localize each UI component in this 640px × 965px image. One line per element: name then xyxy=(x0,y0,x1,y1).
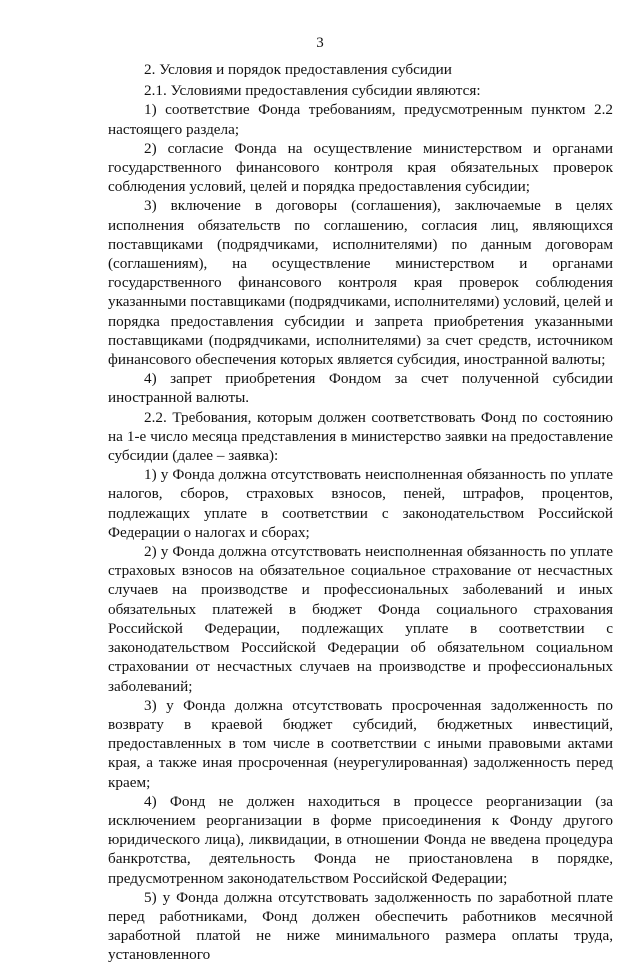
document-body xyxy=(108,60,613,965)
paragraph: 2.1. Условиями предоставления субсидии являются: xyxy=(144,82,481,100)
paragraph: 3) включение в договоры (соглашения), заключаемые в целях исполнения обязательств по соглашению, согласия лиц, являющихся поставщиками (подрядчиками, исполнителями) по данным договорам (соглашениям), на осуществление министерством и органами государственного финансового контроля края проверок соблюдения указанными поставщиками (подрядчиками, исполнителями) условий, целей и порядка предоставления субсидии и запрета приобретения указанными поставщиками (подрядчиками, исполнителями) за счет средств, источником финансового обеспечения которых является субсидия, иностранной валюты; xyxy=(108,197,613,369)
section-heading: 2. Условия и порядок предоставления субсидии xyxy=(144,61,452,78)
paragraph: 4) Фонд не должен находиться в процессе реорганизации (за исключением реорганизации в форме присоединения к Фонду другого юридического лица), ликвидации, в отношении Фонда не введена процедура банкротства, деятельность Фонда не приостановлена в порядке, предусмотренном законодательством Российской Федерации; xyxy=(108,792,613,887)
paragraph: 5) у Фонда должна отсутствовать задолженность по заработной плате перед работниками, Фонд должен обеспечить работников месячной заработной платой не ниже минимального размера оплаты труда, установленного xyxy=(108,888,613,964)
paragraph: 1) соответствие Фонда требованиям, предусмотренным пунктом 2.2 настоящего раздела; xyxy=(108,101,613,138)
paragraph: 4) запрет приобретения Фондом за счет полученной субсидии иностранной валюты. xyxy=(108,370,613,407)
paragraph: 3) у Фонда должна отсутствовать просроченная задолженность по возврату в краевой бюджет субсидий, бюджетных инвестиций, предоставленных в том числе в соответствии с иными правовыми актами края, а также иная просроченная (неурегулированная) задолженность перед краем; xyxy=(108,696,613,791)
page-number: 3 xyxy=(316,35,324,51)
paragraph: 2) согласие Фонда на осуществление министерством и органами государственного финансового контроля края обязательных проверок соблюдения условий, целей и порядка предоставления субсидии; xyxy=(108,139,613,196)
paragraph: 2.2. Требования, которым должен соответствовать Фонд по состоянию на 1-е число месяца представления в министерство заявки на предоставление субсидии (далее – заявка): xyxy=(108,408,613,465)
paragraph: 1) у Фонда должна отсутствовать неисполненная обязанность по уплате налогов, сборов, страховых взносов, пеней, штрафов, процентов, подлежащих уплате в соответствии с законодательством Российской Федерации о налогах и сборах; xyxy=(108,466,613,541)
paragraph: 2) у Фонда должна отсутствовать неисполненная обязанность по уплате страховых взносов на обязательное социальное страхование от несчастных случаев на производстве и профессиональных заболеваний и иных обязательных платежей в бюджет Фонда социального страхования Российской Федерации, подлежащих уплате в соответствии с законодательством Российской Федерации об обязательном социальном страховании от несчастных случаев на производстве и профессиональных заболеваний; xyxy=(108,543,613,695)
